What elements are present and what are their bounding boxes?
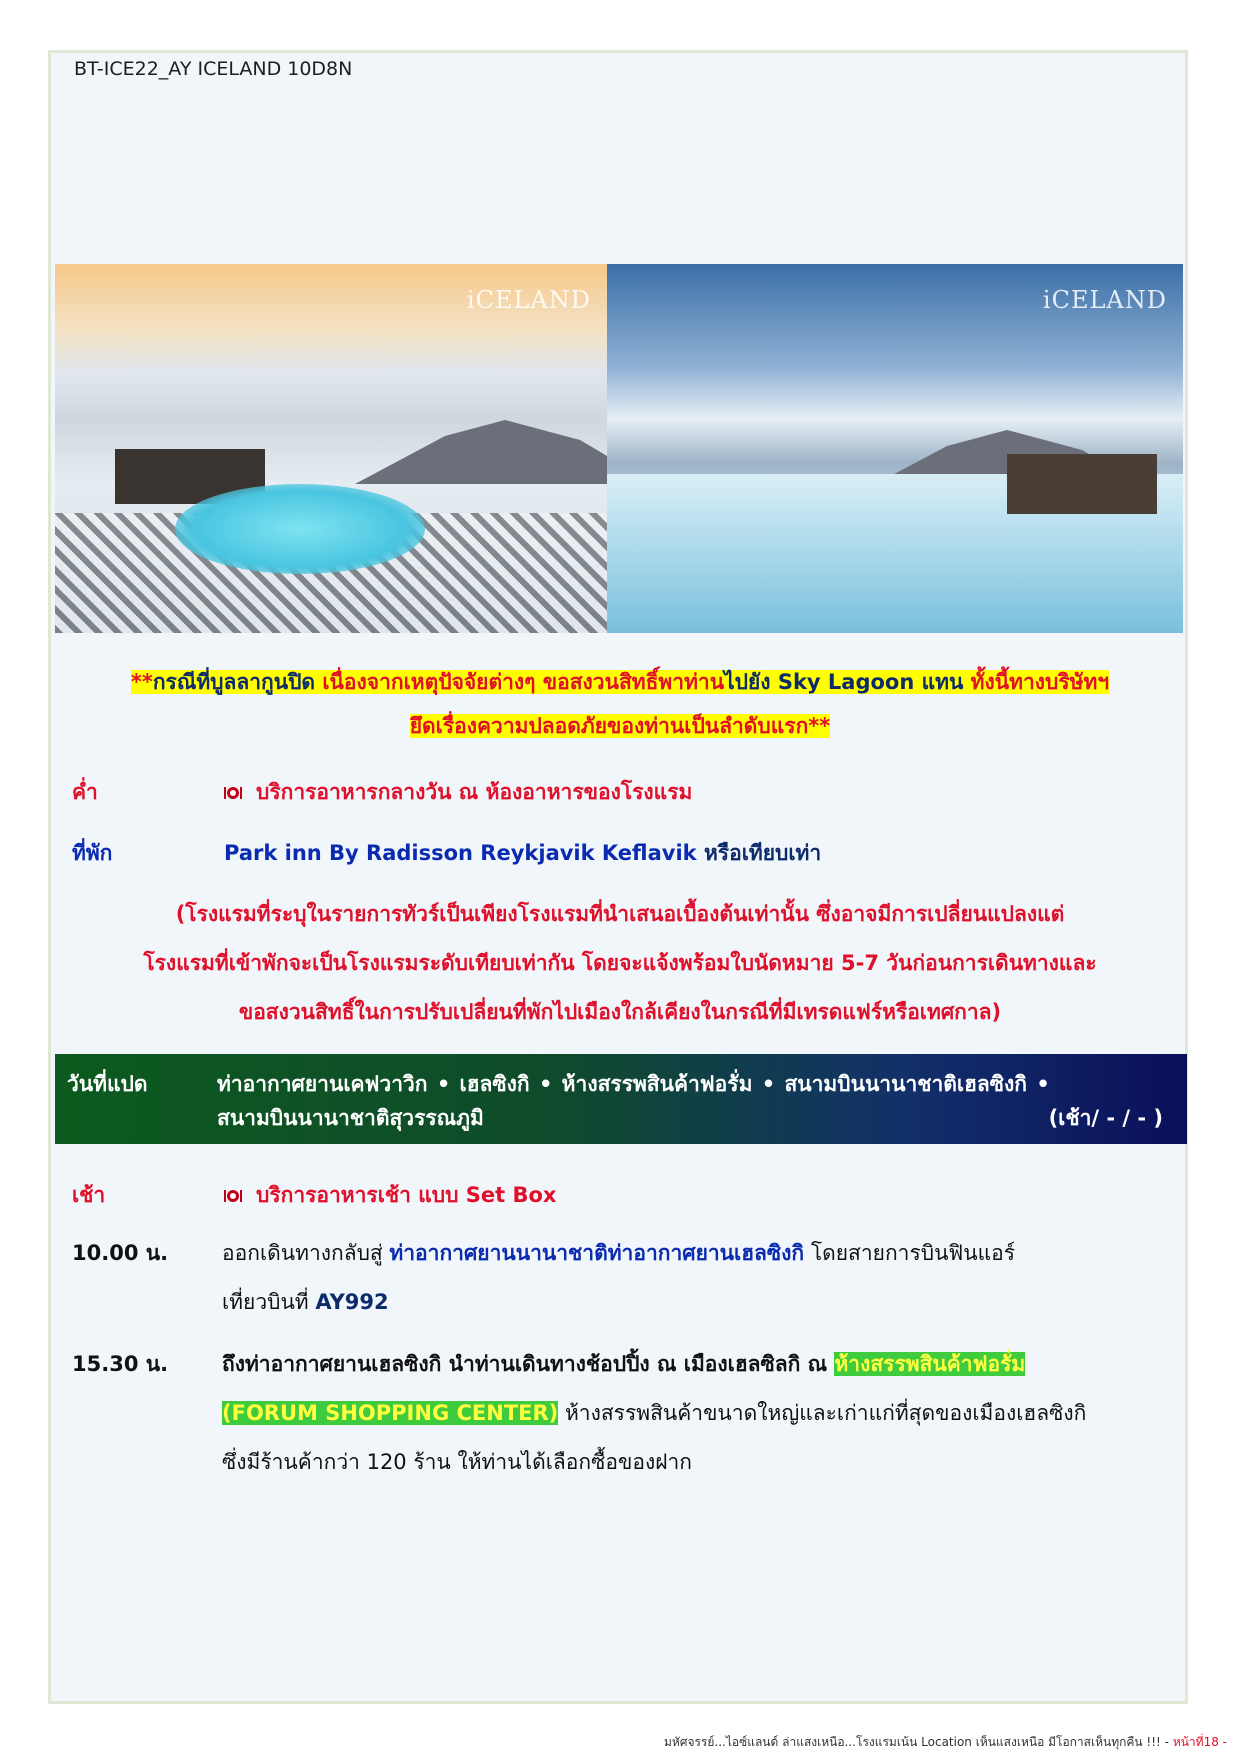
sky-lagoon-photo [607, 264, 1183, 633]
day-route-line1: ท่าอากาศยานเคฟวาวิก • เฮลซิงกิ • ห้างสรรพสินค้าฟอรั่ม • สนามบินนานาชาติเฮลซิงกิ • [217, 1072, 1050, 1096]
dish-icon [224, 786, 242, 800]
iceland-watermark: iCELAND [466, 286, 591, 314]
blue-lagoon-photo [55, 264, 607, 633]
page-footer: มหัศจรรย์...ไอซ์แลนด์ ล่าแสงเหนือ...โรงแรมเน้น Location เห็นแสงเหนือ มีโอกาสเห็นทุกคืน !!! - หน้าที่18 - [664, 1735, 1227, 1749]
day-label: วันที่แปด [67, 1072, 148, 1096]
breakfast-text: บริการอาหารเช้า แบบ Set Box [256, 1183, 557, 1207]
tour-code: BT-ICE22_AY ICELAND 10D8N [74, 58, 353, 80]
dinner-label: ค่ำ [72, 780, 98, 804]
day-header [55, 1054, 1187, 1144]
page-number: หน้าที่18 - [1172, 1735, 1227, 1749]
dish-icon [224, 1189, 242, 1203]
hotel-label: ที่พัก [72, 841, 113, 865]
building-shape [1007, 454, 1157, 514]
lagoon-water [175, 484, 425, 574]
schedule-time: 10.00 น. [72, 1241, 169, 1265]
schedule-desc: ถึงท่าอากาศยานเฮลซิงกิ นำท่านเดินทางช้อปปิ้ง ณ เมืองเฮลซิลกิ ณ ห้างสรรพสินค้าฟอรั่ม (FORUM SHOPPING CENTER) ห้างสรรพสินค้าขนาดใหญ่และเก่าแก่ที่สุดของเมืองเฮลซิงกิ ซึ่งมีร้านค้ากว่า 120 ร้าน ให้ท่านได้เลือกซื้อของฝาก [222, 1352, 1087, 1474]
dinner-text: บริการอาหารกลางวัน ณ ห้องอาหารของโรงแรม [256, 780, 693, 804]
schedule-time: 15.30 น. [72, 1352, 169, 1376]
hotel-suffix: หรือเทียบเท่า [696, 841, 822, 865]
breakfast-label: เช้า [72, 1183, 106, 1207]
iceland-watermark: iCELAND [1042, 286, 1167, 314]
hotel-name: Park inn By Radisson Reykjavik Keflavik [224, 841, 697, 865]
hotel-disclaimer: (โรงแรมที่ระบุในรายการทัวร์เป็นเพียงโรงแรมที่นำเสนอเบื้องต้นเท่านั้น ซึ่งอาจมีการเปลี่ยนแปลงแต่ โรงแรมที่เข้าพักจะเป็นโรงแรมระดับเทียบเท่ากัน โดยจะแจ้งพร้อมใบนัดหมาย 5-7 วันก่อนการเดินทางและ ขอสงวนสิทธิ์ในการปรับเปลี่ยนที่พักไปเมืองใกล้เคียงในกรณีที่มีเทรดแฟร์หรือเทศกาล) [143, 902, 1097, 1024]
day-meals: (เช้า/ - / - ) [1048, 1106, 1163, 1130]
mountain-shape [355, 404, 607, 484]
day-route-line2: สนามบินนานาชาติสุวรรณภูมิ [217, 1106, 484, 1130]
lagoon-closure-notice: **กรณีที่บูลลากูนปิด เนื่องจากเหตุปัจจัยต่างๆ ขอสงวนสิทธิ์พาท่านไปยัง Sky Lagoon แทน ทั้งนี้ทางบริษัทฯ ยึดเรื่องความปลอดภัยของท่านเป็นลำดับแรก** [130, 670, 1110, 738]
schedule-desc: ออกเดินทางกลับสู่ ท่าอากาศยานนานาชาติท่าอากาศยานเฮลซิงกิ โดยสายการบินฟินแอร์ เที่ยวบินที่ AY992 [222, 1241, 1016, 1314]
